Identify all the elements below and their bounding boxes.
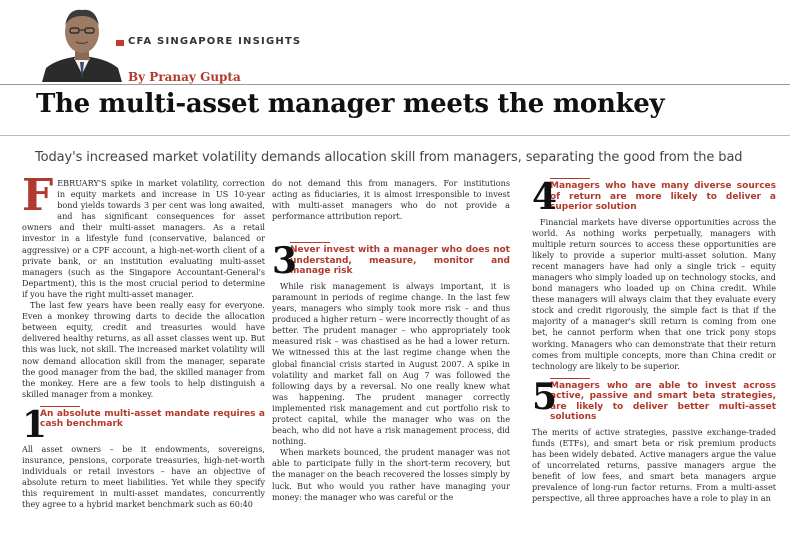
section-number: 1 <box>22 403 48 446</box>
section-title: Never invest with a manager who does not understand, measure, monitor and manage risk <box>290 245 510 277</box>
article-column-1 <box>22 170 265 510</box>
section-title: Managers who have many diverse sources of return are more likely to deliver a superior solution <box>550 181 776 212</box>
drop-cap: F <box>22 170 54 221</box>
byline: By Pranay Gupta <box>128 70 241 84</box>
section-number: 3 <box>272 240 298 283</box>
paragraph: do not demand this from managers. For institutions acting as fiduciaries, it is almost irresponsible to invest with multi-asset managers who do not provide a performance attribution report. <box>272 178 510 222</box>
paragraph: FEBRUARY'S spike in market volatility, correction in equity markets and increase in US 10-year bond yields towards 3 per cent was long awaited, and has significant consequences for asset owners and their multi-asset managers. As a retail investor in a lifestyle fund (conservative, balanced or aggressive) or a CPF account, a high-net-worth client of a private bank, or an institution evaluating multi-asset managers (such as the Singapore Accountant-General's Department), this is the most crucial period to determine if you have the right multi-asset manager. <box>22 170 265 299</box>
paragraph: The merits of active strategies, passive exchange-traded funds (ETFs), and smart beta or risk premium products has been widely debated. Active managers argue the value of uncorrelated returns, passive managers argue the benefit of low fees, and smart beta managers argue prevalence of long-run factor returns. From a multi-asset perspective, all three approaches have a role to play in an <box>532 426 776 504</box>
paragraph: When markets bounced, the prudent manager was not able to participate fully in the short-term recovery, but the manager on the beach recovered the losses simply by luck. But who would you rather have managing your money: the manager who was careful or the <box>272 447 510 502</box>
author-portrait <box>38 2 126 82</box>
standfirst: Today's increased market volatility demands allocation skill from managers, separating the good from the bad <box>35 150 743 165</box>
section-heading-3 <box>272 240 510 283</box>
section-number: 4 <box>532 176 558 218</box>
article-column-2 <box>272 178 510 503</box>
headline: The multi-asset manager meets the monkey <box>36 89 665 119</box>
paragraph: All asset owners – be it endowments, sovereigns, insurance, pensions, corporate treasuries, high-net-worth individuals or retail investors – have an objective of absolute return to meet liabilities. Yet while they specify this requirement in multi-asset mandates, concurrently they agree to a hybrid market benchmark such as 60:40 <box>22 443 265 510</box>
paragraph: While risk management is always important, it is paramount in periods of regime change. In the last few years, managers who simply took more risk – and thus produced a higher return – were incorrectly thought of as better. The prudent manager – who appropriately took measured risk – was chastised as he had a lower return. We witnessed this at the last regime change when the global financial crisis started in August 2007. A spike in volatility and market fall on Aug 7 was followed the following days by a reversal. No one really knew what was happening. The prudent manager correctly implemented risk management and cut portfolio risk to protect capital, while the manager who was on the beach, who did not have a risk management process, did nothing. <box>272 280 511 447</box>
kicker-accent-bar <box>116 40 124 46</box>
section-heading-1 <box>22 403 265 446</box>
section-heading-5 <box>532 375 776 423</box>
paragraph: Financial markets have diverse opportunities across the world. As nothing works perpetually, managers with multiple return sources to access these opportunities are likely to provide a superior multi-asset solution. Many recent managers have had only a single trick – equity managers who simply loaded up on technology stocks, and bond managers who loaded up on China credit. While these managers will always claim that they evaluate every stock and credit rigorously, the simple fact is that if the majority of a manager's skill return is coming from one bet, he cannot perform when that one trick pony stops working. Managers who can demonstrate that their return comes from multiple concepts, more than China credit or technology are likely to be superior. <box>532 216 776 371</box>
section-number: 5 <box>532 375 558 418</box>
section-heading-4 <box>532 176 776 218</box>
section-kicker: CFA SINGAPORE INSIGHTS <box>128 36 302 47</box>
divider <box>0 135 790 136</box>
paragraph: The last few years have been really easy for everyone. Even a monkey throwing darts to decide the allocation between equity, credit and treasuries would have delivered healthy returns, as all asset classes went up. But this was luck, not skill. The increased market volatility will now demand allocation skill from the manager, separate the good manager from the bad, the skilled manager from the monkey. Here are a few tools to help distinguish a skilled manager from a monkey. <box>22 300 265 399</box>
divider <box>0 84 790 85</box>
section-title: An absolute multi-asset mandate requires a cash benchmark <box>40 408 265 430</box>
section-title: Managers who are able to invest across active, passive and smart beta strategies, are likely to deliver better multi-asset solutions <box>550 380 776 423</box>
article-column-3 <box>532 178 776 504</box>
